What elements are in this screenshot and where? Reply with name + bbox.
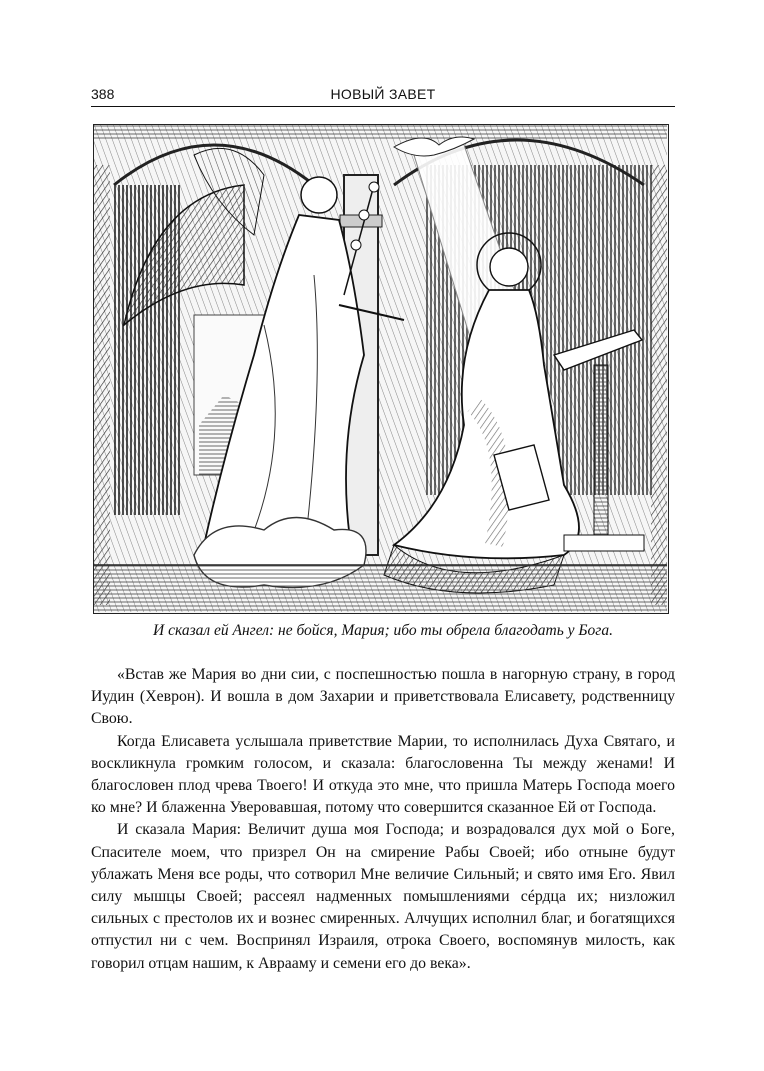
paragraph: «Встав же Мария во дни сии, с поспешностью пошла в нагорную страну, в город Иудин (Хеврон). И вошла в дом Захарии и приветствовала Елисавету, родственницу Свою. (91, 666, 675, 728)
header-rule (91, 106, 675, 107)
paragraph: И сказала Мария: Величит душа моя Господа; и возрадовался дух мой о Боге, Спасителе моем, что призрел Он на смирение Рабы Своей; ибо отныне будут ублажать Меня все роды, что сотворил Мне величие Сильный; и свято имя Его. Явил силу мышцы Своей; рассеял надменных помышлениями сéрдца их; низложил сильных с престолов их и вознес смиренных. Алчущих исполнил благ, и богатящихся отпустил ни с чем. Воспринял Израиля, отрока Своего, воспомянув милость, как говорил отцам нашим, к Аврааму и семени его до века». (91, 821, 675, 972)
paragraph: Когда Елисавета услышала приветствие Марии, то исполнилась Духа Святаго, и воскликнула громким голосом, и сказала: благословенна Ты между женами! И благословен плод чрева Твоего! И откуда это мне, что пришла Матерь Господа моего ко мне? И блаженна Уверовавшая, потому что совершится сказанное Ей от Господа. (91, 732, 675, 817)
running-head (91, 86, 675, 106)
page-number: 388 (91, 86, 115, 102)
figure-caption: И сказал ей Ангел: не бойся, Мария; ибо ты обрела благодать у Бога. (153, 622, 613, 639)
section-title: НОВЫЙ ЗАВЕТ (330, 86, 436, 102)
annunciation-engraving (93, 124, 669, 614)
body-text (91, 664, 675, 975)
